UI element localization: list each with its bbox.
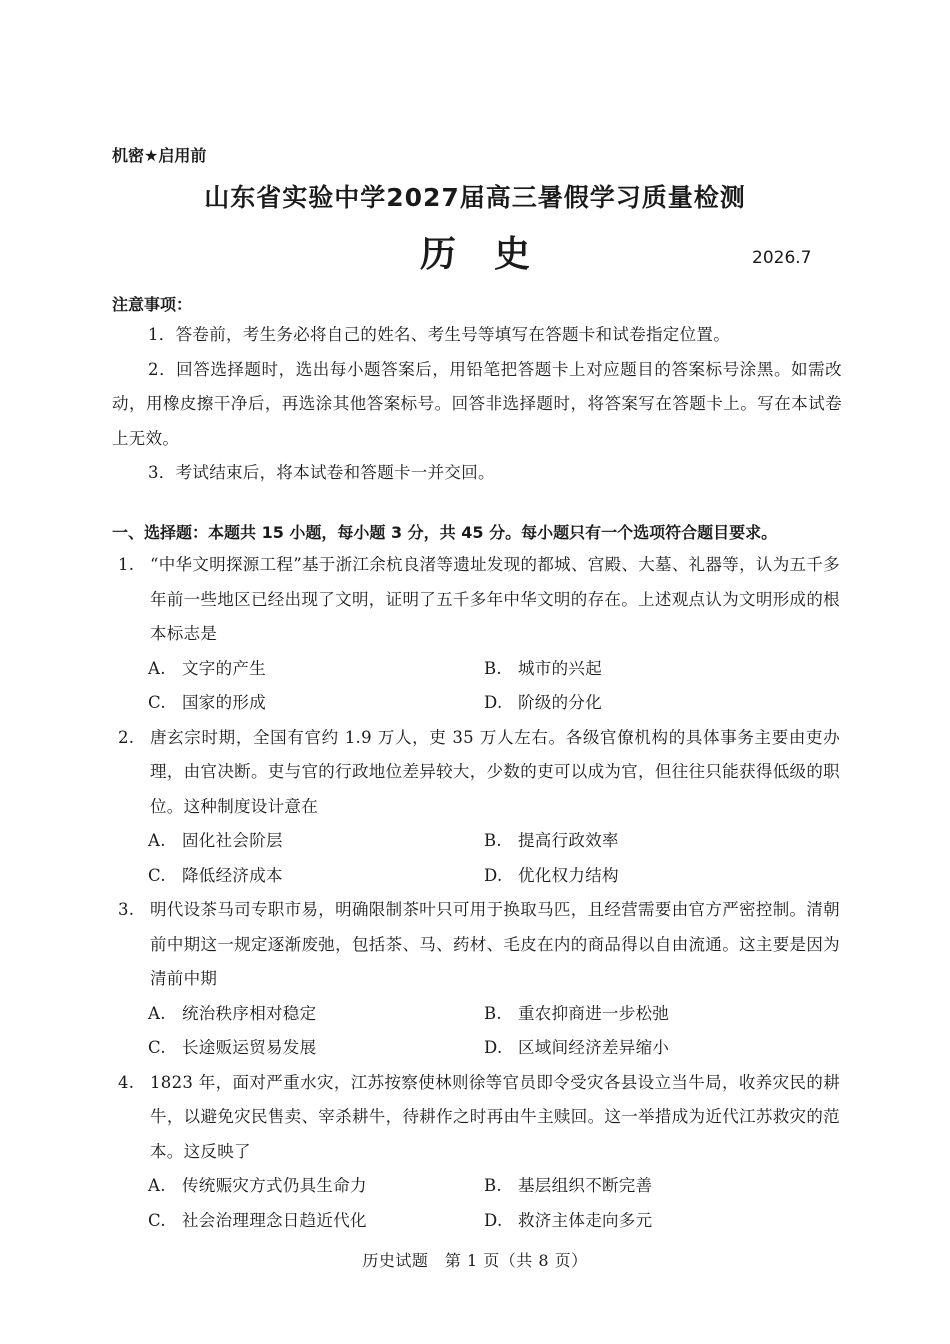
- option-c: C. 降低经济成本: [148, 865, 283, 885]
- subject-title: 历史: [419, 234, 568, 275]
- question-stem: “中华文明探源工程”基于浙江余杭良渚等遗址发现的都城、宫殿、大墓、礼器等，认为五千多年前一些地区已经出现了文明，证明了五千多年中华文明的存在。上述观点认为文明形成的根本标志是: [150, 555, 840, 643]
- question-stem: 唐玄宗时期，全国有官约 1.9 万人，吏 35 万人左右。各级官僚机构的具体事务主要由吏办理，由官决断。吏与官的行政地位差异较大，少数的吏可以成为官，但往往只能获得低级的职位。这种制度设计意在: [150, 727, 840, 816]
- confidential-label: 机密★启用前: [112, 146, 207, 165]
- option-d: D. 救济主体走向多元: [484, 1210, 653, 1230]
- notice-item: 2．回答选择题时，选出每小题答案后，用铅笔把答题卡上对应题目的答案标号涂黑。如需改动，用橡皮擦干净后，再选涂其他答案标号。回答非选择题时，将答案写在答题卡上。写在本试卷上无效。: [112, 359, 842, 448]
- notice-list: [112, 318, 842, 491]
- option-c: C. 长途贩运贸易发展: [148, 1038, 317, 1057]
- option-b: B. 提高行政效率: [484, 831, 619, 850]
- notice-item: 3．考试结束后，将本试卷和答题卡一并交回。: [148, 463, 495, 482]
- option-d: D. 优化权力结构: [484, 865, 619, 885]
- exam-date: 2026.7: [752, 248, 812, 268]
- option-d: D. 区域间经济差异缩小: [484, 1038, 670, 1057]
- question-number: 1.: [118, 555, 135, 574]
- notice-heading: 注意事项：: [112, 295, 193, 314]
- exam-title: 山东省实验中学2027届高三暑假学习质量检测: [204, 183, 746, 212]
- page-footer: 历史试题 第 1 页（共 8 页）: [362, 1251, 588, 1270]
- option-c: C. 国家的形成: [148, 693, 266, 712]
- question-number: 4.: [118, 1072, 135, 1092]
- question-number: 3.: [118, 900, 135, 919]
- question-2: [118, 721, 840, 894]
- option-a: A. 统治秩序相对稳定: [148, 1003, 317, 1023]
- option-a: A. 文字的产生: [148, 658, 266, 678]
- question-number: 2.: [118, 727, 135, 747]
- option-a: A. 传统赈灾方式仍具生命力: [148, 1176, 367, 1195]
- option-b: B. 基层组织不断完善: [484, 1176, 653, 1195]
- option-b: B. 重农抑商进一步松弛: [484, 1003, 670, 1023]
- question-3: [118, 893, 840, 1066]
- question-1: [118, 548, 840, 721]
- notice-item: 1．答卷前，考生务必将自己的姓名、考生号等填写在答题卡和试卷指定位置。: [148, 325, 730, 344]
- option-b: B. 城市的兴起: [484, 658, 602, 678]
- question-4: [118, 1066, 840, 1239]
- option-a: A. 固化社会阶层: [148, 831, 283, 850]
- option-c: C. 社会治理理念日趋近代化: [148, 1210, 367, 1230]
- question-stem: 明代设茶马司专职市易，明确限制茶叶只可用于换取马匹，且经营需要由官方严密控制。清朝前中期这一规定逐渐废弛，包括茶、马、药材、毛皮在内的商品得以自由流通。这主要是因为清前中期: [150, 900, 840, 988]
- section-heading: 一、选择题：本题共 15 小题，每小题 3 分，共 45 分。每小题只有一个选项符合题目要求。: [112, 523, 778, 542]
- question-list: [118, 548, 840, 1238]
- question-stem: 1823 年，面对严重水灾，江苏按察使林则徐等官员即令受灾各县设立当牛局，收养灾民的耕牛，以避免灾民售卖、宰杀耕牛，待耕作之时再由牛主赎回。这一举措成为近代江苏救灾的范本。这反映了: [150, 1072, 840, 1161]
- option-d: D. 阶级的分化: [484, 693, 602, 712]
